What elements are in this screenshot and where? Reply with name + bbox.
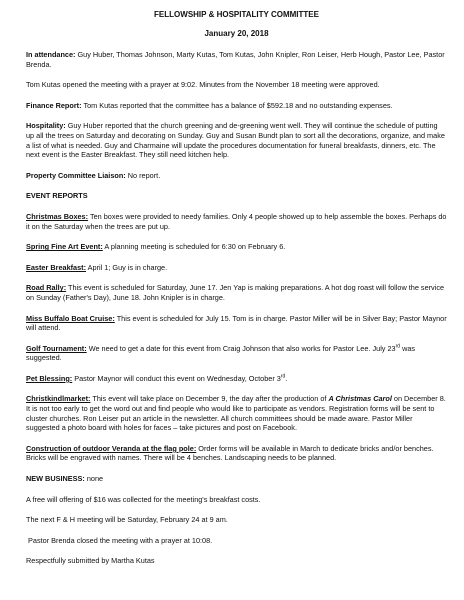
event-reports-heading: EVENT REPORTS [26, 191, 88, 201]
veranda-paragraph [26, 444, 447, 463]
finance-label: Finance Report: [26, 100, 82, 110]
veranda-text: Order forms will be available in March to dedicate bricks and/or benches. Bricks will be engraved with names. There will be 4 benches. Landscaping needs to be planned. [26, 443, 434, 463]
next-meeting-paragraph: The next F & H meeting will be Saturday, February 24 at 9 am. [26, 515, 228, 525]
meeting-date: January 20, 2018 [204, 29, 269, 38]
miss-buffalo-paragraph [26, 314, 447, 333]
road-rally-paragraph [26, 283, 447, 302]
easter-breakfast-text: April 1; Guy is in charge. [86, 262, 168, 272]
golf-label: Golf Tournament: [26, 343, 87, 353]
golf-ordinal: rd [395, 343, 401, 350]
christmas-boxes-label: Christmas Boxes: [26, 211, 89, 221]
pet-blessing-text: Pastor Maynor will conduct this event on Wednesday, October 3 [72, 373, 281, 383]
veranda-label: Construction of outdoor Veranda at the flag pole: [26, 443, 197, 453]
attendance-label: In attendance: [26, 50, 76, 59]
property-label: Property Committee Liaison: [26, 170, 126, 180]
closing-paragraph: Pastor Brenda closed the meeting with a prayer at 10:08. [26, 535, 213, 545]
attendance-paragraph [26, 50, 447, 69]
hospitality-paragraph [26, 121, 447, 159]
golf-text-end: was suggested. [26, 343, 416, 363]
easter-breakfast-label: Easter Breakfast: [26, 262, 87, 272]
property-text: No report. [125, 170, 161, 180]
christmas-boxes-paragraph [26, 212, 447, 231]
christkindlmarket-paragraph [26, 394, 447, 432]
pet-blessing-text-end: . [285, 373, 288, 383]
new-business-label: NEW BUSINESS: [26, 474, 85, 484]
new-business-text: none [84, 474, 104, 484]
spring-fine-art-label: Spring Fine Art Event: [26, 242, 103, 252]
hospitality-label: Hospitality: [26, 121, 66, 131]
new-business-paragraph [26, 474, 447, 484]
submitted-by: Respectfully submitted by Martha Kutas [26, 556, 155, 566]
play-title: A Christmas Carol [328, 394, 392, 404]
golf-text: We need to get a date for this event from Craig Johnson that also works for Pastor Lee. July 23 [86, 343, 396, 353]
pet-blessing-label: Pet Blessing: [26, 373, 73, 383]
opening-paragraph: Tom Kutas opened the meeting with a prayer at 9:02. Minutes from the November 18 meeting were approved. [26, 80, 380, 90]
christkindlmarket-text: This event will take place on December 9, the day after the production of [90, 394, 329, 404]
christkindlmarket-text-end: on December 8. It is not too early to get the word out and find people who would like to participate as vendors. Registration forms will be sent to cluster churches. Ron Leiser put an article in the newsletter. All church committees should be made aware. Pastor Miller suggested a photo board with holes for faces – take pictures and post on Facebook. [26, 394, 446, 433]
christmas-boxes-text: Ten boxes were provided to needy families. Only 4 people showed up to help assemble the boxes. Perhaps do it on the Saturday when the trees are put up. [26, 211, 447, 231]
spring-fine-art-text: A planning meeting is scheduled for 6:30 on February 6. [102, 242, 286, 252]
spring-fine-art-paragraph [26, 242, 447, 252]
finance-text: Tom Kutas reported that the committee has a balance of $592.18 and no outstanding expenses. [81, 100, 393, 110]
pet-blessing-ordinal: rd [280, 373, 286, 380]
miss-buffalo-text: This event is scheduled for July 15. Tom is in charge. Pastor Miller will be in Silver Bay; Pastor Maynor will attend. [26, 313, 447, 333]
easter-breakfast-paragraph [26, 263, 447, 273]
attendance-text: Guy Huber, Thomas Johnson, Marty Kutas, Tom Kutas, John Knipler, Ron Leiser, Herb Hough, Pastor Lee, Pastor Brenda. [26, 50, 445, 69]
miss-buffalo-label: Miss Buffalo Boat Cruise: [26, 313, 115, 323]
hospitality-text: Guy Huber reported that the church greening and de-greening went well. They will continue the schedule of putting up all the trees on Saturday and decorating on Sunday. Guy and Susan Bundt plan to sort all the decorations, organize, and make a list of what is needed. Guy and Charmaine will update the procedures documentation for funeral breakfasts, dinners, etc. The next event is the Easter Breakfast. They still need kitchen help. [26, 121, 445, 160]
christkindlmarket-label: Christkindlmarket: [26, 394, 91, 404]
road-rally-text: This event is scheduled for Saturday, June 17. Jen Yap is making preparations. A hot dog roast will follow the service on Sunday (Father's Day), June 18. John Knipler is in charge. [26, 283, 445, 302]
finance-paragraph [26, 101, 447, 111]
pet-blessing-paragraph [26, 374, 447, 384]
property-paragraph [26, 171, 447, 181]
road-rally-label: Road Rally: [26, 283, 67, 293]
document-title: FELLOWSHIP & HOSPITALITY COMMITTEE [154, 10, 319, 19]
offering-paragraph: A free will offering of $16 was collected for the meeting's breakfast costs. [26, 494, 261, 504]
golf-paragraph [26, 344, 447, 363]
